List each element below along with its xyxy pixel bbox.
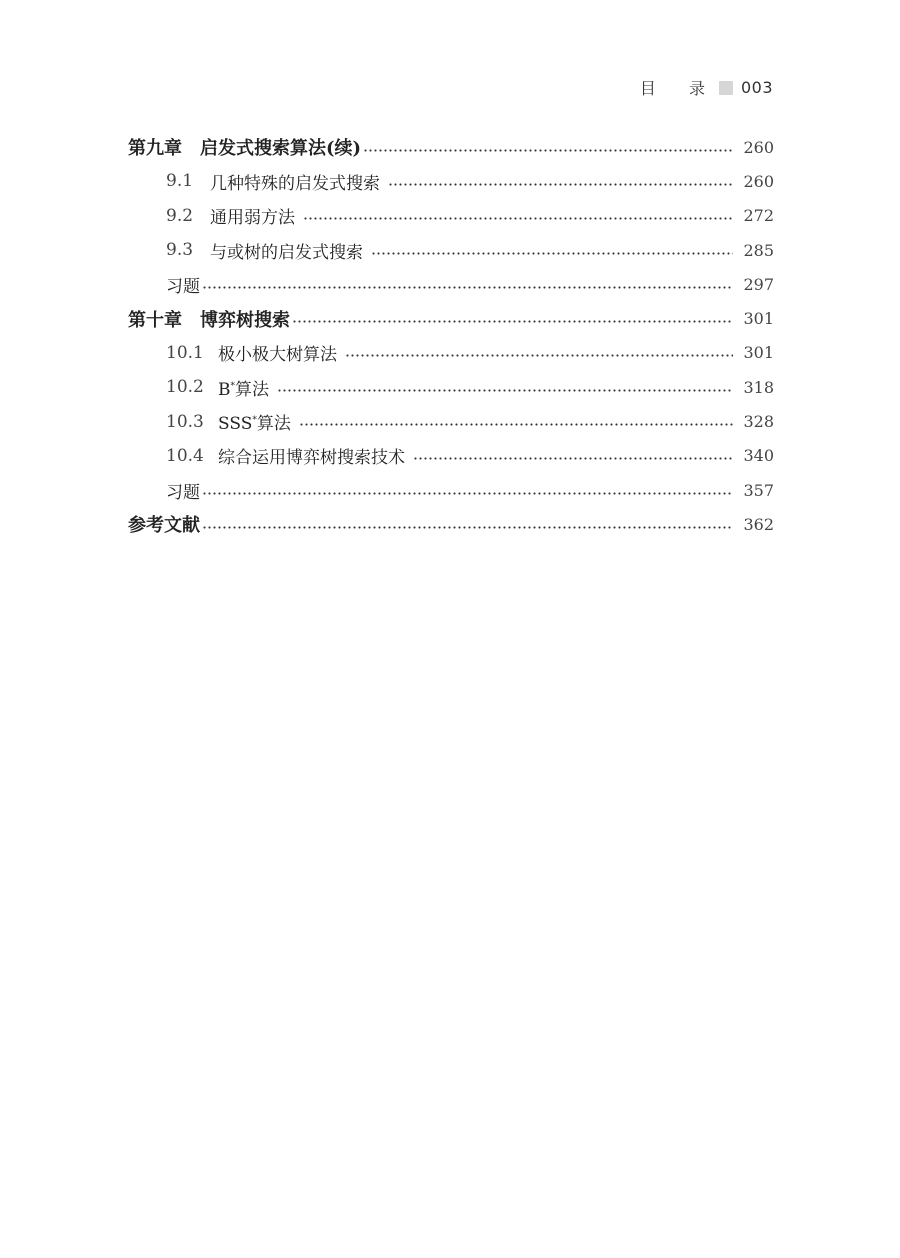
exercise-title: 习题 xyxy=(166,276,200,297)
chapter-number: 第十章 xyxy=(128,309,182,331)
section-title: 综合运用博弈树搜索技术 xyxy=(218,448,405,469)
references-title: 参考文献 xyxy=(128,515,200,537)
section-title: 通用弱方法 xyxy=(210,208,295,229)
section-title: 几种特殊的启发式搜索 xyxy=(210,173,380,194)
toc-section-9-2[interactable] xyxy=(128,199,774,233)
title-main: B xyxy=(218,379,231,400)
header-marker-square xyxy=(719,81,733,95)
title-rest: 算法 xyxy=(256,414,291,435)
exercise-title: 习题 xyxy=(166,482,200,503)
title-rest: 算法 xyxy=(235,379,269,400)
toc-references[interactable] xyxy=(128,507,774,541)
section-title: 与或树的启发式搜索 xyxy=(210,242,363,263)
toc-section-10-3[interactable] xyxy=(128,404,774,438)
section-number: 10.3 xyxy=(166,411,204,432)
section-title xyxy=(218,409,291,434)
title-superscript: * xyxy=(230,381,235,392)
section-title xyxy=(218,375,269,400)
title-superscript: * xyxy=(252,415,257,426)
leader-dots xyxy=(345,354,733,357)
section-number: 9.3 xyxy=(166,240,194,261)
toc-section-9-3[interactable] xyxy=(128,233,774,267)
page-number: 357 xyxy=(743,480,774,500)
leader-dots xyxy=(371,252,733,255)
section-number: 10.2 xyxy=(166,377,204,398)
section-number: 10.1 xyxy=(166,342,204,363)
chapter-number: 第九章 xyxy=(128,138,182,160)
page-header xyxy=(640,76,773,99)
page-number: 260 xyxy=(743,137,774,157)
toc-section-10-4[interactable] xyxy=(128,439,774,473)
page-number: 285 xyxy=(743,240,774,260)
page-number: 301 xyxy=(743,343,774,363)
running-header-title: 目 录 xyxy=(639,79,719,98)
section-title: 极小极大树算法 xyxy=(218,345,337,366)
toc-chapter-9[interactable] xyxy=(128,130,774,164)
table-of-contents xyxy=(128,130,774,542)
leader-dots xyxy=(299,423,734,426)
page-number: 301 xyxy=(743,309,774,329)
header-page-number: 003 xyxy=(740,78,773,97)
title-main: SSS xyxy=(218,414,253,435)
leader-dots xyxy=(388,183,733,186)
toc-section-9-1[interactable] xyxy=(128,164,774,198)
toc-chapter-10[interactable] xyxy=(128,301,774,335)
leader-dots xyxy=(277,389,733,392)
chapter-title: 博弈树搜索 xyxy=(200,309,290,331)
leader-dots xyxy=(202,492,733,495)
toc-exercises-ch10[interactable] xyxy=(128,473,774,507)
toc-section-10-1[interactable] xyxy=(128,336,774,370)
page-number: 297 xyxy=(743,274,774,294)
page-number: 272 xyxy=(743,206,774,226)
chapter-title: 启发式搜索算法(续) xyxy=(200,138,362,160)
page-number: 340 xyxy=(743,446,774,466)
leader-dots xyxy=(202,526,733,529)
page-number: 260 xyxy=(743,171,774,191)
page-number: 328 xyxy=(743,412,774,432)
section-number: 9.2 xyxy=(166,205,194,226)
toc-section-10-2[interactable] xyxy=(128,370,774,404)
leader-dots xyxy=(202,286,733,289)
leader-dots xyxy=(303,217,733,220)
section-number: 9.1 xyxy=(166,171,194,192)
leader-dots xyxy=(363,149,733,152)
leader-dots xyxy=(413,457,733,460)
toc-exercises-ch9[interactable] xyxy=(128,267,774,301)
page-number: 318 xyxy=(743,377,774,397)
section-number: 10.4 xyxy=(166,445,204,466)
leader-dots xyxy=(292,320,733,323)
page-number: 362 xyxy=(743,514,774,534)
